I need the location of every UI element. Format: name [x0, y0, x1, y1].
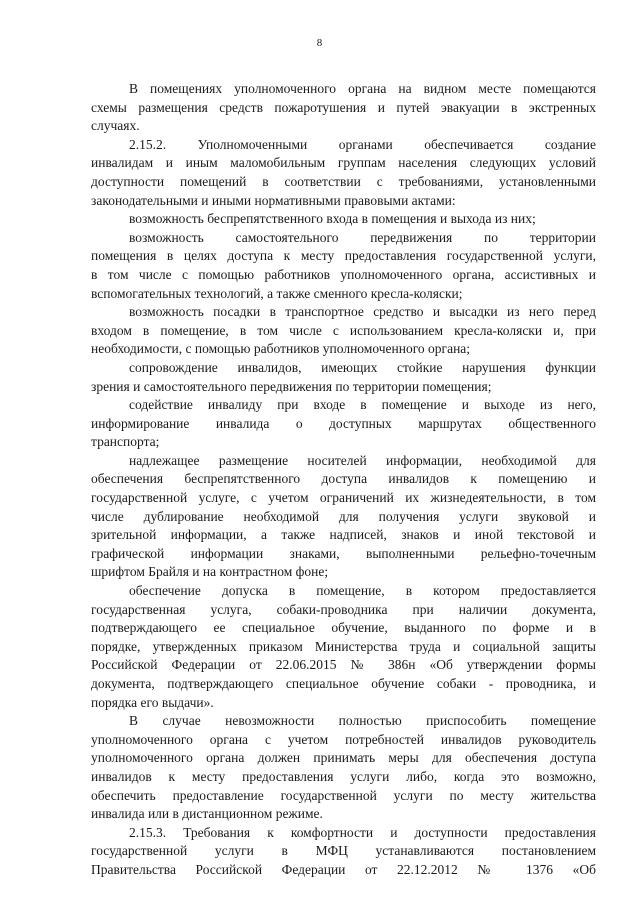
text-line: инвалидам и иным маломобильным группам населения следующих условий: [91, 155, 596, 171]
text-line: обеспечить предоставление государственной услуги по месту жительства: [91, 787, 596, 803]
text-line: доступности помещений в соответствии с требованиями, установленными: [91, 173, 596, 189]
paragraph: [91, 396, 596, 452]
page-number: 8: [316, 37, 323, 49]
text-line: 2.15.3. Требования к комфортности и доступности предоставления: [129, 824, 596, 840]
text-line: шрифтом Брайля и на контрастном фоне;: [91, 564, 329, 580]
text-line: уполномоченного органа должен принимать меры для обеспечения доступа: [91, 750, 596, 766]
text-line: государственной услуге, с учетом ограничений их жизнедеятельности, в том: [91, 490, 596, 506]
paragraph: [91, 136, 596, 210]
text-line: входом в помещение, в том числе с использованием кресла-коляски и, при: [91, 322, 596, 338]
text-line: числе дублирование необходимой для получения услуги звуковой и: [91, 508, 596, 524]
text-line: законодательными и иными нормативными правовыми актами:: [91, 192, 456, 208]
paragraph: [91, 712, 596, 824]
text-line: возможность посадки в транспортное средство и высадки из него перед: [129, 304, 596, 320]
text-line: графической информации знаками, выполненными рельефно-точечным: [91, 545, 596, 561]
text-line: государственной услуги в МФЦ устанавливаются постановлением: [91, 843, 596, 859]
text-line: документа, подтверждающего специальное обучение собаки - проводника, и: [91, 676, 596, 691]
text-line: сопровождение инвалидов, имеющих стойкие нарушения функции: [129, 359, 596, 375]
text-line: 2.15.2. Уполномоченными органами обеспечивается создание: [129, 136, 596, 152]
paragraph: [91, 210, 596, 229]
paragraph: [91, 582, 596, 712]
text-line: уполномоченного органа с учетом потребностей инвалидов руководитель: [91, 731, 596, 747]
text-line: инвалидов к месту предоставления услуги либо, когда это возможно,: [91, 768, 596, 784]
text-line: возможность самостоятельного передвижения по территории: [129, 229, 596, 245]
paragraph: [91, 452, 596, 582]
text-line: помещения в целях доступа к месту предоставления государственной услуги,: [91, 248, 596, 264]
text-line: В помещениях уполномоченного органа на видном месте помещаются: [129, 81, 596, 96]
text-line: порядке, утвержденных приказом Министерства труда и социальной защиты: [91, 638, 596, 654]
text-line: зрения и самостоятельного передвижения по территории помещения;: [91, 378, 492, 394]
paragraph: [91, 359, 596, 396]
text-line: инвалида или в дистанционном режиме.: [91, 806, 323, 822]
text-line: В случае невозможности полностью приспособить помещение: [129, 713, 596, 729]
text-line: в том числе с помощью работников уполномоченного органа, ассистивных и: [91, 266, 596, 282]
text-line: необходимости, с помощью работников уполномоченного органа;: [91, 341, 471, 357]
text-line: подтверждающего ее специальное обучение, выданного по форме и в: [91, 620, 596, 636]
text-line: зрительной информации, а также надписей, знаков и иной текстовой и: [91, 527, 596, 543]
paragraph: [91, 303, 596, 359]
text-line: порядка его выдачи».: [91, 694, 214, 710]
text-line: содействие инвалиду при входе в помещение и выходе из него,: [129, 397, 596, 413]
paragraph: [91, 80, 596, 136]
text-line: вспомогательных технологий, а также сменного кресла-коляски;: [91, 285, 463, 301]
text-line: Правительства Российской Федерации от 22.12.2012 № 1376 «Об: [91, 861, 596, 877]
text-line: обеспечения беспрепятственного доступа инвалидов к помещению и: [91, 471, 596, 487]
paragraph: [91, 229, 596, 303]
text-line: информирование инвалида о доступных маршрутах общественного: [91, 415, 596, 431]
text-line: возможность беспрепятственного входа в помещения и выхода из них;: [129, 211, 536, 227]
text-line: транспорта;: [91, 434, 160, 450]
text-line: случаях.: [91, 118, 140, 134]
document-body: [91, 80, 596, 880]
text-line: государственная услуга, собаки-проводника при наличии документа,: [91, 601, 596, 617]
text-line: надлежащее размещение носителей информации, необходимой для: [129, 452, 596, 468]
text-line: Российской Федерации от 22.06.2015 № 386н «Об утверждении формы: [91, 657, 596, 673]
text-line: обеспечение допуска в помещение, в котором предоставляется: [129, 583, 596, 599]
paragraph: [91, 824, 596, 880]
text-line: схемы размещения средств пожаротушения и путей эвакуации в экстренных: [91, 99, 596, 115]
